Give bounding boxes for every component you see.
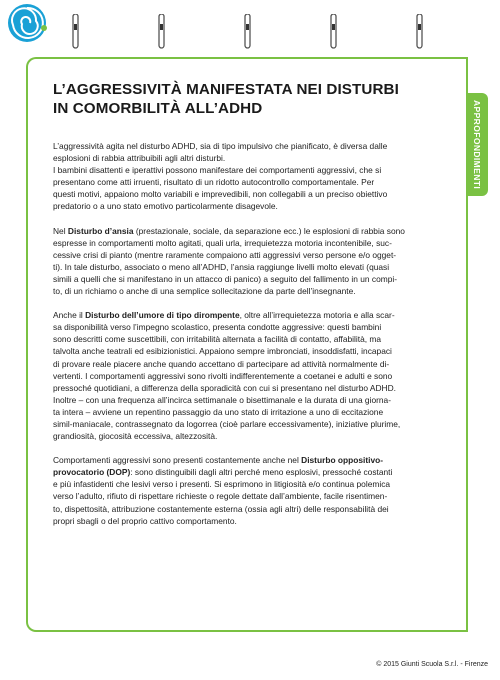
text-segment: esplosioni di rabbia attribuibili agli altri disturbi. xyxy=(53,153,226,164)
text-line xyxy=(53,176,453,188)
card-edge xyxy=(466,196,468,632)
text-segment: propri sbagli o del proprio cattivo comportamento. xyxy=(53,515,237,526)
page-title xyxy=(53,80,453,118)
text-segment: Inoltre – con una frequenza all’incirca settimanale o bisettimanale e la durata di una giorna- xyxy=(53,394,391,405)
text-segment: predatorio o a uno stato emotivo particolarmente disagevole. xyxy=(53,201,278,212)
title-line: L’AGGRESSIVITÀ MANIFESTATA NEI DISTURBI xyxy=(53,81,399,98)
text-line xyxy=(53,225,453,237)
text-segment: vertenti. I comportamenti aggressivi sono rivolti indifferentemente a coetanei e adulti e sono xyxy=(53,370,393,381)
text-segment: simil-maniacale, contrassegnato da logorrea (cioè parlare eccessivamente), iniziative plurime, xyxy=(53,418,401,429)
text-segment: pressoché quotidiani, a differenza della sporadicità con cui si presentano nel disturbo ADHD. xyxy=(53,382,396,393)
binder-ring-icon xyxy=(330,14,338,50)
copyright-footer: © 2015 Giunti Scuola S.r.l. - Firenze xyxy=(376,661,488,668)
text-line xyxy=(53,152,453,164)
article-body xyxy=(53,140,453,539)
text-segment: sono descritti come suscettibili, con irritabilità alternata a facilità di contatto, affabilità, ma xyxy=(53,334,382,345)
text-segment: e più infastidenti che lesivi verso i presenti. Si esprimono in litigiosità e/o continua polemica xyxy=(53,479,391,490)
text-line xyxy=(53,430,453,442)
text-segment: : sono distinguibili dagli altri perché meno esplosivi, pressoché costanti xyxy=(130,467,393,478)
text-line xyxy=(53,466,453,478)
text-segment: ti). In tale disturbo, associato o meno all’ADHD, l’ansia raggiunge livelli molto elevati (quasi xyxy=(53,261,390,272)
binder-ring-icon xyxy=(72,14,80,50)
text-line xyxy=(53,237,453,249)
paragraph xyxy=(53,140,453,213)
side-tab-label: APPROFONDIMENTI xyxy=(472,99,482,190)
binder-rings xyxy=(72,14,472,54)
text-segment: , oltre all’irrequietezza motoria e alla scar- xyxy=(239,310,395,321)
text-segment: espresse in comportamenti molto agitati, quali urla, irrequietezza motoria incontenibile, suc- xyxy=(53,237,392,248)
text-line xyxy=(53,261,453,273)
text-line xyxy=(53,515,453,527)
text-line xyxy=(53,406,453,418)
text-line xyxy=(53,273,453,285)
text-line xyxy=(53,345,453,357)
text-segment: simili a quelli che si manifestano in un attacco di panico) a seguito del fallimento in un compi- xyxy=(53,273,398,284)
text-segment: sa disponibilità verso l’impegno scolastico, presenta condotte aggressive: questi bambini xyxy=(53,322,382,333)
bold-term: Disturbo oppositivo- xyxy=(301,455,384,466)
text-line xyxy=(53,382,453,394)
bold-term: Disturbo dell’umore di tipo dirompente xyxy=(85,310,240,321)
text-line xyxy=(53,478,453,490)
text-line xyxy=(53,321,453,333)
text-line xyxy=(53,333,453,345)
text-line xyxy=(53,140,453,152)
text-segment: to, di un richiamo o anche di una semplice sollecitazione da parte dell’insegnante. xyxy=(53,286,356,297)
text-segment: verso l’adulto, rifiuto di rispettare richieste o regole dettate dall’ambiente, facile risentimen- xyxy=(53,491,388,502)
paragraph xyxy=(53,454,453,527)
text-line xyxy=(53,503,453,515)
text-segment: cessive crisi di pianto (mentre raramente compaiono atti aggressivi verso persone e/o ogget- xyxy=(53,249,397,260)
text-segment: L’aggressività agita nel disturbo ADHD, sia di tipo impulsivo che pianificato, è diversa dalle xyxy=(53,141,388,151)
bold-term: provocatorio (DOP) xyxy=(53,467,131,478)
paragraph xyxy=(53,309,453,442)
top-bar xyxy=(0,0,500,40)
paragraph xyxy=(53,225,453,298)
text-line xyxy=(53,164,453,176)
text-line xyxy=(53,394,453,406)
spiral-logo-icon xyxy=(6,2,48,44)
title-line: IN COMORBILITÀ ALL’ADHD xyxy=(53,100,263,117)
side-tab xyxy=(466,93,488,196)
text-segment: (prestazionale, sociale, da separazione ecc.) le esplosioni di rabbia sono xyxy=(133,225,405,236)
text-line xyxy=(53,249,453,261)
bold-term: Disturbo d’ansia xyxy=(67,225,134,236)
text-line xyxy=(53,200,453,212)
binder-ring-icon xyxy=(416,14,424,50)
text-segment: Comportamenti aggressivi sono presenti costantemente anche nel xyxy=(53,455,302,466)
text-segment: to, dispettosità, attribuzione costantemente esterna (ossia agli altri) delle responsabilità dei xyxy=(53,503,389,514)
text-line xyxy=(53,285,453,297)
text-segment: talvolta anche teatrali ed esibizionistici. Appaiono sempre imbronciati, insoddisfatti, incapaci xyxy=(53,346,392,357)
text-segment: presentano come atti irruenti, risultato di un ridotto autocontrollo comportamentale. Per xyxy=(53,177,375,188)
text-line xyxy=(53,454,453,466)
card-edge xyxy=(466,57,468,93)
text-line xyxy=(53,309,453,321)
binder-ring-icon xyxy=(158,14,166,50)
binder-ring-icon xyxy=(244,14,252,50)
text-line xyxy=(53,418,453,430)
text-line xyxy=(53,358,453,370)
text-segment: questi motivi, appaiono molto variabili e imprevedibili, non collegabili a un preciso obiettivo xyxy=(53,189,388,200)
text-segment: grandiosità, giocosità eccessiva, altezzosità. xyxy=(53,431,218,442)
text-line xyxy=(53,370,453,382)
text-segment: ta intera – avviene un repentino passaggio da uno stato di irritazione a uno di eccitazione xyxy=(53,406,384,417)
text-line xyxy=(53,188,453,200)
text-line xyxy=(53,490,453,502)
text-segment: I bambini disattenti e iperattivi possono manifestare dei comportamenti aggressivi, che si xyxy=(53,165,382,176)
text-segment: di provare reale piacere anche quando accettano di partecipare ad attività normalmente di- xyxy=(53,358,390,369)
text-segment: Anche il xyxy=(53,310,86,321)
text-segment: Nel xyxy=(53,225,68,236)
